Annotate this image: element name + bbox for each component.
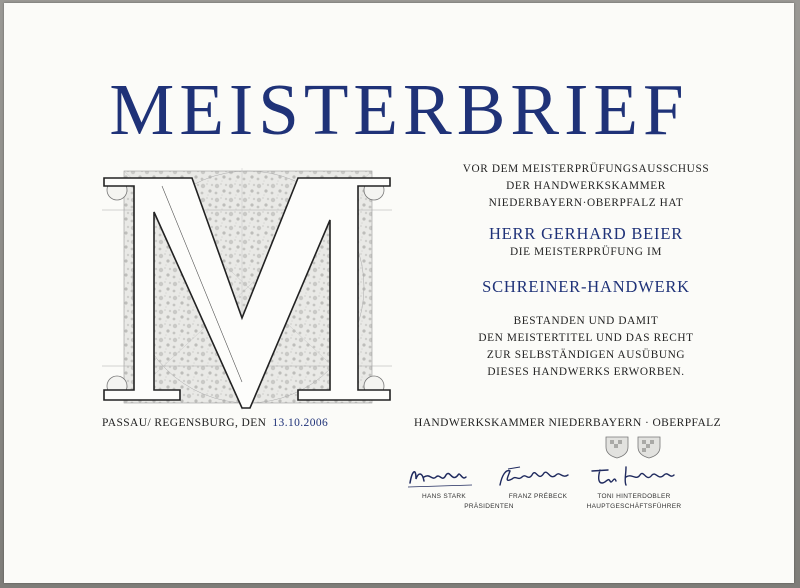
certificate-title: MEISTERBRIEF xyxy=(109,69,689,150)
chamber-name: HANDWERKSKAMMER NIEDERBAYERN · OBERPFALZ xyxy=(414,417,722,429)
trade-name: SCHREINER-HANDWERK xyxy=(482,277,690,296)
closing-line: DIESES HANDWERKS ERWORBEN. xyxy=(487,366,685,378)
intro-line: VOR DEM MEISTERPRÜFUNGSAUSSCHUSS xyxy=(462,163,710,175)
signatory-name: HANS STARK xyxy=(421,493,467,500)
closing-line: ZUR SELBSTÄNDIGEN AUSÜBUNG xyxy=(486,349,686,361)
signature-toni-hinterdobler xyxy=(586,461,682,493)
closing-line: DEN MEISTERTITEL UND DAS RECHT xyxy=(478,332,694,344)
signature-hans-stark xyxy=(402,461,498,493)
closing-line: BESTANDEN UND DAMIT xyxy=(513,315,659,327)
intro-line: NIEDERBAYERN·OBERPFALZ HAT xyxy=(488,197,684,209)
issue-date: 13.10.2006 xyxy=(272,417,329,429)
signatory-name: FRANZ PRÉBECK xyxy=(508,493,568,500)
recipient-name: HERR GERHARD BEIER xyxy=(488,224,684,243)
signature-franz-prebeck xyxy=(490,461,586,493)
place-label: PASSAU/ REGENSBURG, DEN xyxy=(102,417,267,429)
place-and-date xyxy=(102,417,328,429)
certificate-sheet xyxy=(4,3,794,583)
role-managing-director: HAUPTGESCHÄFTSFÜHRER xyxy=(586,503,682,510)
coat-of-arms-icon xyxy=(602,435,666,459)
signatory-name: TONI HINTERDOBLER xyxy=(597,493,671,500)
certificate-text-block xyxy=(422,161,750,381)
role-presidents: PRÄSIDENTEN xyxy=(464,503,514,510)
monogram-m-illustration xyxy=(102,168,392,410)
exam-line: DIE MEISTERPRÜFUNG IM xyxy=(510,246,662,258)
intro-line: DER HANDWERKSKAMMER xyxy=(506,180,666,192)
